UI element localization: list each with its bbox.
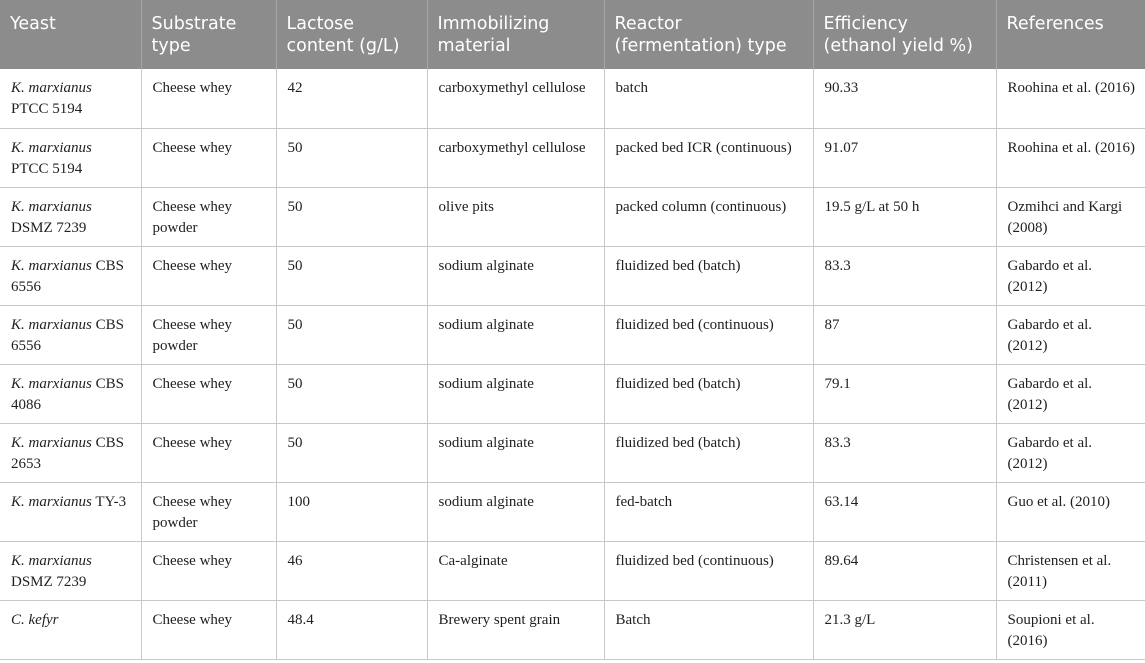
cell-reactor: fed-batch <box>604 482 813 541</box>
yeast-strain: PTCC 5194 <box>11 101 83 117</box>
cell-lactose: 50 <box>276 364 427 423</box>
cell-yeast <box>0 423 141 482</box>
cell-material: sodium alginate <box>427 246 604 305</box>
yeast-strain: TY-3 <box>95 493 127 510</box>
cell-reactor: fluidized bed (continuous) <box>604 541 813 600</box>
cell-material: sodium alginate <box>427 423 604 482</box>
cell-reactor: fluidized bed (continuous) <box>604 305 813 364</box>
cell-efficiency: 91.07 <box>813 128 996 187</box>
cell-yeast <box>0 246 141 305</box>
cell-material: Ca-alginate <box>427 541 604 600</box>
cell-reactor: packed column (continuous) <box>604 187 813 246</box>
header-reactor-type: Reactor (fermentation) type <box>604 0 813 69</box>
cell-reference: Gabardo et al. (2012) <box>996 423 1145 482</box>
cell-efficiency: 87 <box>813 305 996 364</box>
cell-reference: Guo et al. (2010) <box>996 482 1145 541</box>
yeast-species: K. marxianus <box>11 316 92 333</box>
cell-substrate: Cheese whey powder <box>141 187 276 246</box>
yeast-strain: CBS 6556 <box>11 257 124 295</box>
cell-material: carboxymethyl cellulose <box>427 128 604 187</box>
table-row <box>0 541 1145 600</box>
cell-material: olive pits <box>427 187 604 246</box>
cell-reference: Roohina et al. (2016) <box>996 128 1145 187</box>
yeast-species: C. kefyr <box>11 611 59 628</box>
header-yeast: Yeast <box>0 0 141 69</box>
header-immobilizing-material: Immobilizing material <box>427 0 604 69</box>
cell-yeast <box>0 600 141 659</box>
cell-yeast <box>0 364 141 423</box>
yeast-species: K. marxianus <box>11 80 92 96</box>
header-substrate-type: Substrate type <box>141 0 276 69</box>
yeast-species: K. marxianus <box>11 198 92 215</box>
cell-reactor: fluidized bed (batch) <box>604 364 813 423</box>
cell-material: Brewery spent grain <box>427 600 604 659</box>
yeast-strain: CBS 6556 <box>11 316 124 354</box>
yeast-species: K. marxianus <box>11 434 92 451</box>
cell-material: carboxymethyl cellulose <box>427 69 604 128</box>
cell-efficiency: 83.3 <box>813 423 996 482</box>
cell-substrate: Cheese whey <box>141 364 276 423</box>
cell-reference: Gabardo et al. (2012) <box>996 305 1145 364</box>
cell-yeast <box>0 69 141 128</box>
cell-reactor: packed bed ICR (continuous) <box>604 128 813 187</box>
table-row <box>0 423 1145 482</box>
yeast-strain: DSMZ 7239 <box>11 573 87 590</box>
cell-efficiency: 21.3 g/L <box>813 600 996 659</box>
cell-efficiency: 90.33 <box>813 69 996 128</box>
header-lactose-content: Lactose content (g/L) <box>276 0 427 69</box>
yeast-strain: DSMZ 7239 <box>11 219 87 236</box>
cell-reactor: Batch <box>604 600 813 659</box>
cell-reactor: batch <box>604 69 813 128</box>
cell-lactose: 42 <box>276 69 427 128</box>
cell-substrate: Cheese whey <box>141 423 276 482</box>
cell-reference: Roohina et al. (2016) <box>996 69 1145 128</box>
yeast-species: K. marxianus <box>11 375 92 392</box>
yeast-strain: PTCC 5194 <box>11 160 83 177</box>
cell-substrate: Cheese whey powder <box>141 305 276 364</box>
table-row <box>0 246 1145 305</box>
cell-substrate: Cheese whey <box>141 541 276 600</box>
cell-efficiency: 79.1 <box>813 364 996 423</box>
cell-reactor: fluidized bed (batch) <box>604 246 813 305</box>
cell-substrate: Cheese whey <box>141 600 276 659</box>
cell-efficiency: 63.14 <box>813 482 996 541</box>
cell-lactose: 100 <box>276 482 427 541</box>
cell-lactose: 50 <box>276 305 427 364</box>
header-efficiency: Efficiency (ethanol yield %) <box>813 0 996 69</box>
cell-efficiency: 19.5 g/L at 50 h <box>813 187 996 246</box>
table-row <box>0 600 1145 659</box>
cell-reference: Gabardo et al. (2012) <box>996 364 1145 423</box>
cell-lactose: 50 <box>276 187 427 246</box>
cell-substrate: Cheese whey <box>141 246 276 305</box>
cell-yeast <box>0 541 141 600</box>
cell-substrate: Cheese whey <box>141 128 276 187</box>
table-row <box>0 187 1145 246</box>
cell-lactose: 48.4 <box>276 600 427 659</box>
cell-reference: Gabardo et al. (2012) <box>996 246 1145 305</box>
cell-efficiency: 89.64 <box>813 541 996 600</box>
table-row <box>0 305 1145 364</box>
table-row <box>0 69 1145 128</box>
table-row <box>0 364 1145 423</box>
yeast-species: K. marxianus <box>11 493 92 510</box>
cell-material: sodium alginate <box>427 482 604 541</box>
yeast-strain: CBS 4086 <box>11 375 124 413</box>
yeast-species: K. marxianus <box>11 257 92 274</box>
cell-material: sodium alginate <box>427 305 604 364</box>
table-body <box>0 69 1145 659</box>
cell-yeast <box>0 128 141 187</box>
header-row <box>0 0 1145 69</box>
cell-yeast <box>0 482 141 541</box>
yeast-species: K. marxianus <box>11 139 92 156</box>
header-references: References <box>996 0 1145 69</box>
yeast-species: K. marxianus <box>11 552 92 569</box>
cell-reference: Ozmihci and Kargi (2008) <box>996 187 1145 246</box>
table-row <box>0 128 1145 187</box>
cell-lactose: 50 <box>276 423 427 482</box>
cell-lactose: 50 <box>276 128 427 187</box>
yeast-strain: CBS 2653 <box>11 434 124 472</box>
table-header <box>0 0 1145 69</box>
cell-lactose: 50 <box>276 246 427 305</box>
cell-lactose: 46 <box>276 541 427 600</box>
cell-material: sodium alginate <box>427 364 604 423</box>
cell-substrate: Cheese whey powder <box>141 482 276 541</box>
cell-yeast <box>0 305 141 364</box>
cell-reference: Christensen et al. (2011) <box>996 541 1145 600</box>
table-row <box>0 482 1145 541</box>
cell-reference: Soupioni et al. (2016) <box>996 600 1145 659</box>
cell-substrate: Cheese whey <box>141 69 276 128</box>
cell-efficiency: 83.3 <box>813 246 996 305</box>
cell-yeast <box>0 187 141 246</box>
cell-reactor: fluidized bed (batch) <box>604 423 813 482</box>
